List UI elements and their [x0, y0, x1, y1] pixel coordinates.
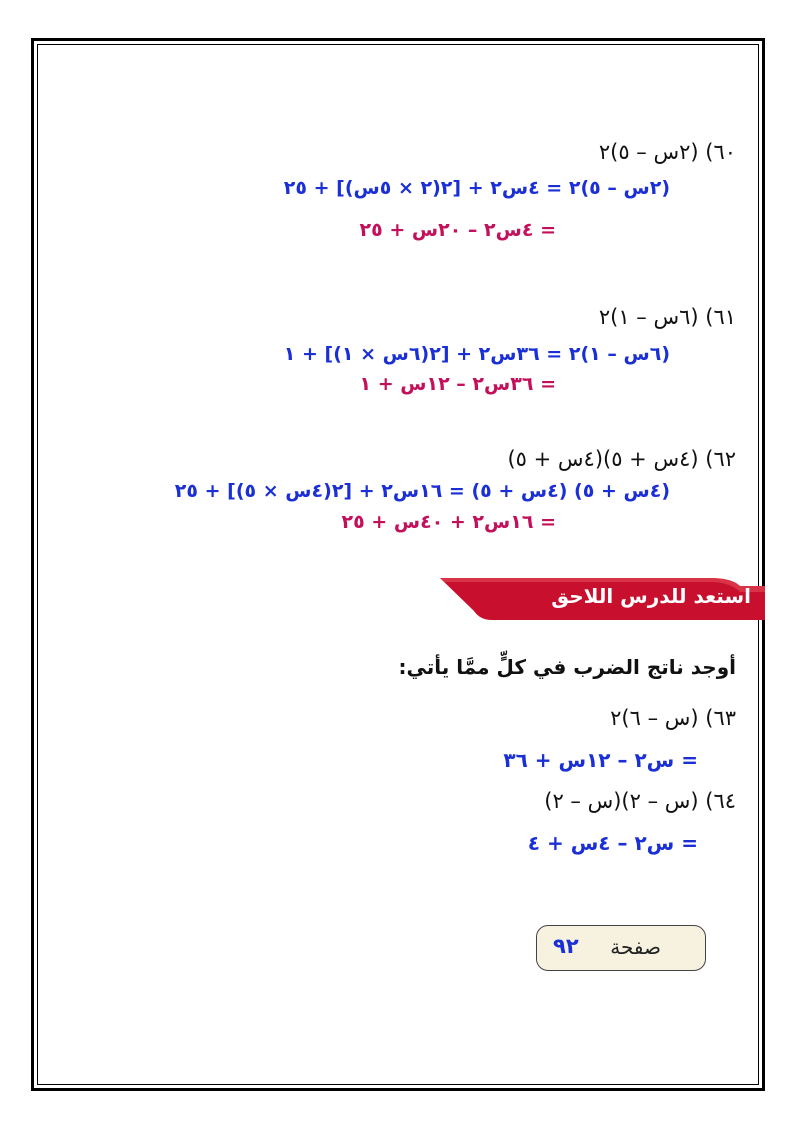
problem-61-question: ٦١) (٦س – ١)٢	[598, 305, 736, 329]
problem-63-question: ٦٣) (س – ٦)٢	[610, 706, 736, 730]
problem-62-question: ٦٢) (٤س + ٥)(٤س + ٥)	[507, 447, 736, 471]
problem-64-question: ٦٤) (س – ٢)(س – ٢)	[544, 789, 736, 813]
problem-62-step: (٤س + ٥) (٤س + ٥) = ١٦س٢ + [٢(٤س × ٥)] + ٢٥	[174, 480, 670, 502]
problem-62-result: = ١٦س٢ + ٤٠س + ٢٥	[341, 511, 556, 533]
section-banner	[440, 578, 765, 620]
section-title: استعد للدرس اللاحق	[551, 584, 751, 608]
problem-61-result: = ٣٦س٢ – ١٢س + ١	[359, 373, 556, 395]
problem-60-result: = ٤س٢ – ٢٠س + ٢٥	[359, 219, 556, 241]
problem-60-question: ٦٠) (٢س – ٥)٢	[598, 140, 736, 164]
problem-64-answer: = س٢ – ٤س + ٤	[527, 831, 698, 855]
problem-61-step: (٦س – ١)٢ = ٣٦س٢ + [٢(٦س × ١)] + ١	[283, 343, 670, 365]
section-instruction: أوجد ناتج الضرب في كلٍّ ممَّا يأتي:	[398, 655, 736, 679]
problem-60-step: (٢س – ٥)٢ = ٤س٢ + [٢(٢ × ٥س)] + ٢٥	[283, 177, 670, 199]
page-number: ٩٢	[553, 934, 579, 958]
page-label: صفحة	[610, 935, 661, 959]
problem-63-answer: = س٢ – ١٢س + ٣٦	[503, 748, 698, 772]
page-number-badge	[536, 925, 706, 971]
